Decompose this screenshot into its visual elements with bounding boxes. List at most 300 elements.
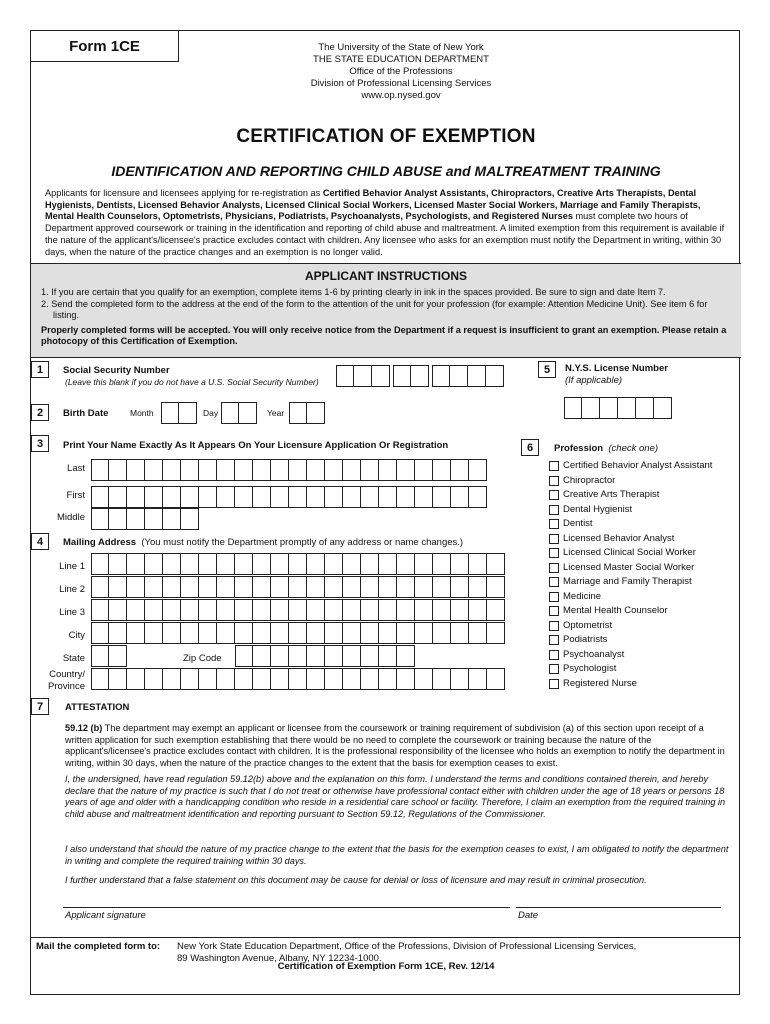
char-cell[interactable]: [397, 645, 415, 667]
char-cell[interactable]: [307, 576, 325, 598]
instruction-item: 2. Send the completed form to the address at the end of the form to the attention of the unit for your profession (for example: Attention Medicine Unit). See item 6 for listing.: [41, 298, 708, 320]
char-cell[interactable]: [397, 553, 415, 575]
char-cell[interactable]: [163, 622, 181, 644]
profession-option-label: Psychoanalyst: [563, 648, 625, 660]
char-cell[interactable]: [109, 486, 127, 508]
mail-to-label: Mail the completed form to:: [36, 941, 161, 952]
char-cell[interactable]: [361, 622, 379, 644]
agency-line: The University of the State of New York: [318, 42, 484, 53]
address-line1-field[interactable]: [91, 553, 505, 575]
char-cell[interactable]: [181, 599, 199, 621]
char-cell[interactable]: [469, 599, 487, 621]
char-cell[interactable]: [469, 668, 487, 690]
name-label: Print Your Name Exactly As It Appears On Your Licensure Application Or Registration: [63, 440, 449, 451]
char-cell[interactable]: [433, 622, 451, 644]
agency-line: Division of Professional Licensing Services: [310, 78, 492, 89]
char-cell[interactable]: [271, 599, 289, 621]
license-digit[interactable]: [654, 397, 672, 419]
address-line3-label: Line 3: [59, 607, 85, 618]
intro-professions: Certified Behavior Analyst Assistants, Chiropractors, Creative Arts Therapists, Dental Hygienists, Dentists, Licensed Behavior Analysts, Licensed Clinical Social Workers, Licensed Master Social Workers, Marriage and Family Therapists, Mental Health Counselors, Optometrists, Physicians, Podiatrists, Psychoanalysts, Psychologists, and Registered Nurses: [45, 188, 701, 222]
char-cell[interactable]: [397, 599, 415, 621]
char-cell[interactable]: [181, 668, 199, 690]
intro-lead: Applicants for licensure and licensees applying for re-registration as: [45, 188, 323, 198]
char-cell[interactable]: [343, 622, 361, 644]
char-cell[interactable]: [199, 576, 217, 598]
char-cell[interactable]: [127, 622, 145, 644]
date-digit[interactable]: [307, 402, 325, 424]
mail-address-line: New York State Education Department, Office of the Professions, Division of Professional Licensing Services,: [177, 941, 637, 952]
char-cell[interactable]: [235, 576, 253, 598]
char-cell[interactable]: [163, 508, 181, 530]
char-cell[interactable]: [109, 576, 127, 598]
ssn-label: Social Security Number: [63, 365, 170, 376]
char-cell[interactable]: [199, 459, 217, 481]
item-number-6: 6: [521, 439, 539, 456]
char-cell[interactable]: [163, 599, 181, 621]
char-cell[interactable]: [343, 459, 361, 481]
date-digit[interactable]: [179, 402, 197, 424]
char-cell[interactable]: [379, 553, 397, 575]
license-digit[interactable]: [564, 397, 582, 419]
birth-day-field[interactable]: [221, 402, 257, 424]
instructions-panel: [31, 263, 741, 358]
char-cell[interactable]: [343, 576, 361, 598]
char-cell[interactable]: [235, 599, 253, 621]
license-digit[interactable]: [618, 397, 636, 419]
char-cell[interactable]: [145, 508, 163, 530]
char-cell[interactable]: [145, 553, 163, 575]
char-cell[interactable]: [361, 599, 379, 621]
char-cell[interactable]: [91, 553, 109, 575]
profession-checkbox[interactable]: [549, 476, 559, 486]
char-cell[interactable]: [307, 668, 325, 690]
char-cell[interactable]: [379, 599, 397, 621]
city-label: City: [68, 630, 85, 641]
day-label: Day: [203, 408, 219, 418]
char-cell[interactable]: [127, 486, 145, 508]
instructions-title: APPLICANT INSTRUCTIONS: [305, 269, 467, 283]
char-cell[interactable]: [145, 459, 163, 481]
char-cell[interactable]: [289, 599, 307, 621]
month-label: Month: [130, 408, 154, 418]
profession-checkbox[interactable]: [549, 650, 559, 660]
zip-field[interactable]: [235, 645, 415, 667]
char-cell[interactable]: [271, 622, 289, 644]
char-cell[interactable]: [127, 599, 145, 621]
char-cell[interactable]: [415, 459, 433, 481]
char-cell[interactable]: [253, 553, 271, 575]
profession-option-label: Licensed Behavior Analyst: [563, 532, 675, 544]
char-cell[interactable]: [361, 553, 379, 575]
char-cell[interactable]: [487, 553, 505, 575]
char-cell[interactable]: [199, 668, 217, 690]
profession-checkbox[interactable]: [549, 461, 559, 471]
char-cell[interactable]: [289, 645, 307, 667]
char-cell[interactable]: [307, 622, 325, 644]
char-cell[interactable]: [469, 622, 487, 644]
char-cell[interactable]: [235, 622, 253, 644]
regulation-paragraph: [65, 723, 733, 770]
ssn-note: (Leave this blank if you do not have a U.S. Social Security Number): [65, 377, 319, 387]
char-cell[interactable]: [91, 599, 109, 621]
char-cell[interactable]: [145, 486, 163, 508]
char-cell[interactable]: [217, 599, 235, 621]
profession-checkbox[interactable]: [549, 534, 559, 544]
license-digit[interactable]: [600, 397, 618, 419]
agency-header: [231, 42, 571, 102]
date-line[interactable]: [516, 907, 721, 908]
char-cell[interactable]: [433, 668, 451, 690]
ssn-digit[interactable]: [486, 365, 504, 387]
char-cell[interactable]: [433, 553, 451, 575]
item-number-7: 7: [31, 698, 49, 715]
char-cell[interactable]: [235, 486, 253, 508]
char-cell[interactable]: [235, 645, 253, 667]
char-cell[interactable]: [271, 668, 289, 690]
profession-checkbox[interactable]: [549, 606, 559, 616]
birth-year-field[interactable]: [289, 402, 325, 424]
date-digit[interactable]: [221, 402, 239, 424]
profession-option-label: Dentist: [563, 518, 593, 529]
char-cell[interactable]: [307, 459, 325, 481]
char-cell[interactable]: [415, 668, 433, 690]
profession-option-label: Creative Arts Therapist: [563, 489, 660, 500]
char-cell[interactable]: [325, 553, 343, 575]
profession-option-label: Dental Hygienist: [563, 503, 633, 515]
char-cell[interactable]: [271, 553, 289, 575]
char-cell[interactable]: [325, 668, 343, 690]
char-cell[interactable]: [487, 668, 505, 690]
char-cell[interactable]: [289, 622, 307, 644]
char-cell[interactable]: [271, 459, 289, 481]
char-cell[interactable]: [433, 576, 451, 598]
char-cell[interactable]: [325, 486, 343, 508]
attestation-title: ATTESTATION: [65, 702, 130, 713]
char-cell[interactable]: [163, 668, 181, 690]
profession-checkbox[interactable]: [549, 592, 559, 602]
ssn-digit[interactable]: [432, 365, 450, 387]
char-cell[interactable]: [145, 668, 163, 690]
char-cell[interactable]: [199, 599, 217, 621]
char-cell[interactable]: [451, 668, 469, 690]
char-cell[interactable]: [91, 668, 109, 690]
last-name-field[interactable]: [91, 459, 487, 481]
char-cell[interactable]: [217, 622, 235, 644]
char-cell[interactable]: [343, 486, 361, 508]
char-cell[interactable]: [379, 622, 397, 644]
char-cell[interactable]: [451, 576, 469, 598]
char-cell[interactable]: [217, 486, 235, 508]
char-cell[interactable]: [109, 622, 127, 644]
profession-option-label: Registered Nurse: [563, 677, 637, 689]
char-cell[interactable]: [199, 553, 217, 575]
signature-label: Applicant signature: [65, 910, 146, 921]
char-cell[interactable]: [91, 576, 109, 598]
char-cell[interactable]: [379, 645, 397, 667]
char-cell[interactable]: [451, 622, 469, 644]
char-cell[interactable]: [487, 599, 505, 621]
intro-rest: must complete two hours of Department approved coursework or training in the identification and reporting of child abuse and maltreatment. A limited exemption from this requirement is available if the nature of the applicant's/licensee's practice excludes contact with children. Any licensee who asks for an exemption must notify the Department in writing, within 30 days, when the nature of the practice changes and an exemption is no longer valid.: [45, 211, 725, 257]
intro-paragraph: [45, 188, 730, 258]
char-cell[interactable]: [343, 668, 361, 690]
char-cell[interactable]: [361, 459, 379, 481]
address-line2-field[interactable]: [91, 576, 505, 598]
address-line2-label: Line 2: [59, 584, 85, 595]
char-cell[interactable]: [199, 622, 217, 644]
last-name-label: Last: [67, 463, 85, 474]
ssn-digit[interactable]: [393, 365, 411, 387]
char-cell[interactable]: [379, 459, 397, 481]
char-cell[interactable]: [253, 486, 271, 508]
char-cell[interactable]: [181, 622, 199, 644]
char-cell[interactable]: [343, 645, 361, 667]
ssn-field[interactable]: [393, 365, 429, 387]
page-title: CERTIFICATION OF EXEMPTION: [236, 126, 536, 147]
profession-checkbox[interactable]: [549, 635, 559, 645]
char-cell[interactable]: [181, 486, 199, 508]
char-cell[interactable]: [109, 508, 127, 530]
agency-line: THE STATE EDUCATION DEPARTMENT: [313, 54, 489, 65]
char-cell[interactable]: [127, 459, 145, 481]
state-label: State: [62, 653, 85, 664]
profession-checkbox[interactable]: [549, 621, 559, 631]
instructions-text: [41, 287, 731, 348]
char-cell[interactable]: [181, 459, 199, 481]
char-cell[interactable]: [451, 599, 469, 621]
profession-option-label: Licensed Clinical Social Worker: [563, 547, 696, 558]
profession-checkbox[interactable]: [549, 679, 559, 689]
middle-name-label: Middle: [57, 512, 85, 523]
char-cell[interactable]: [91, 622, 109, 644]
char-cell[interactable]: [397, 576, 415, 598]
char-cell[interactable]: [253, 599, 271, 621]
char-cell[interactable]: [469, 576, 487, 598]
char-cell[interactable]: [127, 668, 145, 690]
profession-checkbox[interactable]: [549, 505, 559, 515]
obligation-paragraph: I also understand that should the nature of my practice change to the extent that the basis for the exemption ceases to exist, I am obligated to notify the department in writing and complete the required training within 30 days.: [65, 844, 729, 866]
char-cell[interactable]: [91, 508, 109, 530]
ssn-digit[interactable]: [450, 365, 468, 387]
birth-month-field[interactable]: [161, 402, 197, 424]
char-cell[interactable]: [109, 553, 127, 575]
char-cell[interactable]: [307, 553, 325, 575]
char-cell[interactable]: [379, 576, 397, 598]
char-cell[interactable]: [397, 622, 415, 644]
char-cell[interactable]: [415, 622, 433, 644]
char-cell[interactable]: [487, 622, 505, 644]
char-cell[interactable]: [235, 553, 253, 575]
first-name-field[interactable]: [91, 486, 487, 508]
char-cell[interactable]: [253, 622, 271, 644]
country-label-1: Country/: [49, 669, 85, 680]
char-cell[interactable]: [91, 459, 109, 481]
char-cell[interactable]: [307, 599, 325, 621]
char-cell[interactable]: [361, 645, 379, 667]
char-cell[interactable]: [127, 576, 145, 598]
char-cell[interactable]: [343, 553, 361, 575]
form-label: Form 1CE: [31, 31, 179, 62]
char-cell[interactable]: [145, 622, 163, 644]
instruction-item: 1. If you are certain that you qualify for an exemption, complete items 1-6 by printing clearly in ink in the spaces provided. Be sure to sign and date Item 7.: [41, 287, 666, 297]
char-cell[interactable]: [109, 459, 127, 481]
agency-line: Office of the Professions: [349, 66, 453, 77]
city-field[interactable]: [91, 622, 505, 644]
char-cell[interactable]: [289, 668, 307, 690]
ssn-digit[interactable]: [468, 365, 486, 387]
char-cell[interactable]: [271, 486, 289, 508]
char-cell[interactable]: [253, 576, 271, 598]
char-cell[interactable]: [451, 459, 469, 481]
char-cell[interactable]: [163, 486, 181, 508]
char-cell[interactable]: [235, 459, 253, 481]
char-cell[interactable]: [289, 486, 307, 508]
profession-checkbox[interactable]: [549, 577, 559, 587]
license-number-field[interactable]: [564, 397, 672, 419]
char-cell[interactable]: [325, 459, 343, 481]
license-label: N.Y.S. License Number: [565, 363, 668, 374]
state-field[interactable]: [91, 645, 127, 667]
char-cell[interactable]: [235, 668, 253, 690]
char-cell[interactable]: [307, 645, 325, 667]
ssn-digit[interactable]: [354, 365, 372, 387]
ssn-field[interactable]: [336, 365, 390, 387]
ssn-digit[interactable]: [411, 365, 429, 387]
profession-option-label: Marriage and Family Therapist: [563, 576, 692, 587]
char-cell[interactable]: [469, 553, 487, 575]
date-digit[interactable]: [161, 402, 179, 424]
agency-url: www.op.nysed.gov: [361, 90, 441, 101]
char-cell[interactable]: [325, 622, 343, 644]
char-cell[interactable]: [307, 486, 325, 508]
char-cell[interactable]: [163, 576, 181, 598]
char-cell[interactable]: [289, 553, 307, 575]
char-cell[interactable]: [379, 486, 397, 508]
country-label-2: Province: [48, 681, 85, 692]
divider: [31, 937, 741, 938]
char-cell[interactable]: [253, 645, 271, 667]
char-cell[interactable]: [397, 668, 415, 690]
char-cell[interactable]: [289, 576, 307, 598]
profession-checkbox[interactable]: [549, 519, 559, 529]
profession-checkbox[interactable]: [549, 664, 559, 674]
char-cell[interactable]: [163, 553, 181, 575]
char-cell[interactable]: [91, 645, 109, 667]
profession-option-label: Podiatrists: [563, 634, 608, 645]
char-cell[interactable]: [91, 486, 109, 508]
page-subtitle: IDENTIFICATION AND REPORTING CHILD ABUSE and MALTREATMENT TRAINING: [111, 163, 661, 179]
char-cell[interactable]: [271, 645, 289, 667]
regulation-text: The department may exempt an applicant or licensee from the coursework or training requirement of subdivision (a) of this section upon receipt of a written application for such exemption establishing that there would be no need to complete the coursework or training because the nature of the applicant's/licensee's practice excludes contact with children. It is the professional responsibility of the licensee who holds an exemption to notify the department in writing, within 30 days, when the nature of the practice changes to the extent that the basis for exemption ceases to exist.: [65, 723, 725, 769]
mail-address-line: 89 Washington Avenue, Albany, NY 12234-1000.: [177, 953, 382, 964]
char-cell[interactable]: [163, 459, 181, 481]
char-cell[interactable]: [469, 486, 487, 508]
char-cell[interactable]: [325, 576, 343, 598]
license-digit[interactable]: [582, 397, 600, 419]
zip-label: Zip Code: [183, 653, 222, 664]
item-number-4: 4: [31, 533, 49, 550]
address-line3-field[interactable]: [91, 599, 505, 621]
char-cell[interactable]: [433, 599, 451, 621]
char-cell[interactable]: [469, 459, 487, 481]
char-cell[interactable]: [109, 645, 127, 667]
profession-option-label: Chiropractor: [563, 474, 616, 486]
char-cell[interactable]: [181, 508, 199, 530]
profession-label: [554, 443, 658, 454]
char-cell[interactable]: [343, 599, 361, 621]
mailing-note: (You must notify the Department promptly of any address or name changes.): [141, 537, 464, 548]
date-digit[interactable]: [239, 402, 257, 424]
address-line1-label: Line 1: [59, 561, 85, 572]
char-cell[interactable]: [451, 553, 469, 575]
mailing-label: [63, 537, 463, 548]
char-cell[interactable]: [325, 599, 343, 621]
char-cell[interactable]: [415, 576, 433, 598]
char-cell[interactable]: [253, 459, 271, 481]
char-cell[interactable]: [217, 668, 235, 690]
char-cell[interactable]: [415, 599, 433, 621]
char-cell[interactable]: [181, 576, 199, 598]
profession-checkbox[interactable]: [549, 548, 559, 558]
char-cell[interactable]: [271, 576, 289, 598]
char-cell[interactable]: [253, 668, 271, 690]
profession-checkbox[interactable]: [549, 490, 559, 500]
ssn-field[interactable]: [432, 365, 504, 387]
char-cell[interactable]: [217, 553, 235, 575]
regulation-number: 59.12 (b): [65, 723, 103, 733]
char-cell[interactable]: [325, 645, 343, 667]
char-cell[interactable]: [145, 599, 163, 621]
country-field[interactable]: [91, 668, 505, 690]
char-cell[interactable]: [415, 553, 433, 575]
char-cell[interactable]: [109, 668, 127, 690]
profession-checkbox[interactable]: [549, 563, 559, 573]
date-digit[interactable]: [289, 402, 307, 424]
char-cell[interactable]: [217, 576, 235, 598]
profession-option-label: Psychologist: [563, 663, 617, 674]
char-cell[interactable]: [361, 486, 379, 508]
char-cell[interactable]: [397, 459, 415, 481]
ssn-digit[interactable]: [372, 365, 390, 387]
char-cell[interactable]: [451, 486, 469, 508]
char-cell[interactable]: [199, 486, 217, 508]
profession-option-label: Licensed Master Social Worker: [563, 561, 695, 573]
middle-name-field[interactable]: [91, 508, 199, 530]
char-cell[interactable]: [145, 576, 163, 598]
profession-note: (check one): [608, 443, 659, 454]
char-cell[interactable]: [433, 486, 451, 508]
signature-line[interactable]: [63, 907, 510, 908]
char-cell[interactable]: [289, 459, 307, 481]
char-cell[interactable]: [181, 553, 199, 575]
date-label: Date: [518, 910, 539, 921]
char-cell[interactable]: [361, 576, 379, 598]
char-cell[interactable]: [415, 486, 433, 508]
char-cell[interactable]: [109, 599, 127, 621]
char-cell[interactable]: [217, 459, 235, 481]
char-cell[interactable]: [127, 508, 145, 530]
item-number-3: 3: [31, 435, 49, 452]
ssn-digit[interactable]: [336, 365, 354, 387]
license-note: (If applicable): [565, 375, 623, 386]
char-cell[interactable]: [433, 459, 451, 481]
char-cell[interactable]: [487, 576, 505, 598]
item-number-2: 2: [31, 404, 49, 421]
char-cell[interactable]: [127, 553, 145, 575]
char-cell[interactable]: [397, 486, 415, 508]
char-cell[interactable]: [361, 668, 379, 690]
license-digit[interactable]: [636, 397, 654, 419]
char-cell[interactable]: [379, 668, 397, 690]
